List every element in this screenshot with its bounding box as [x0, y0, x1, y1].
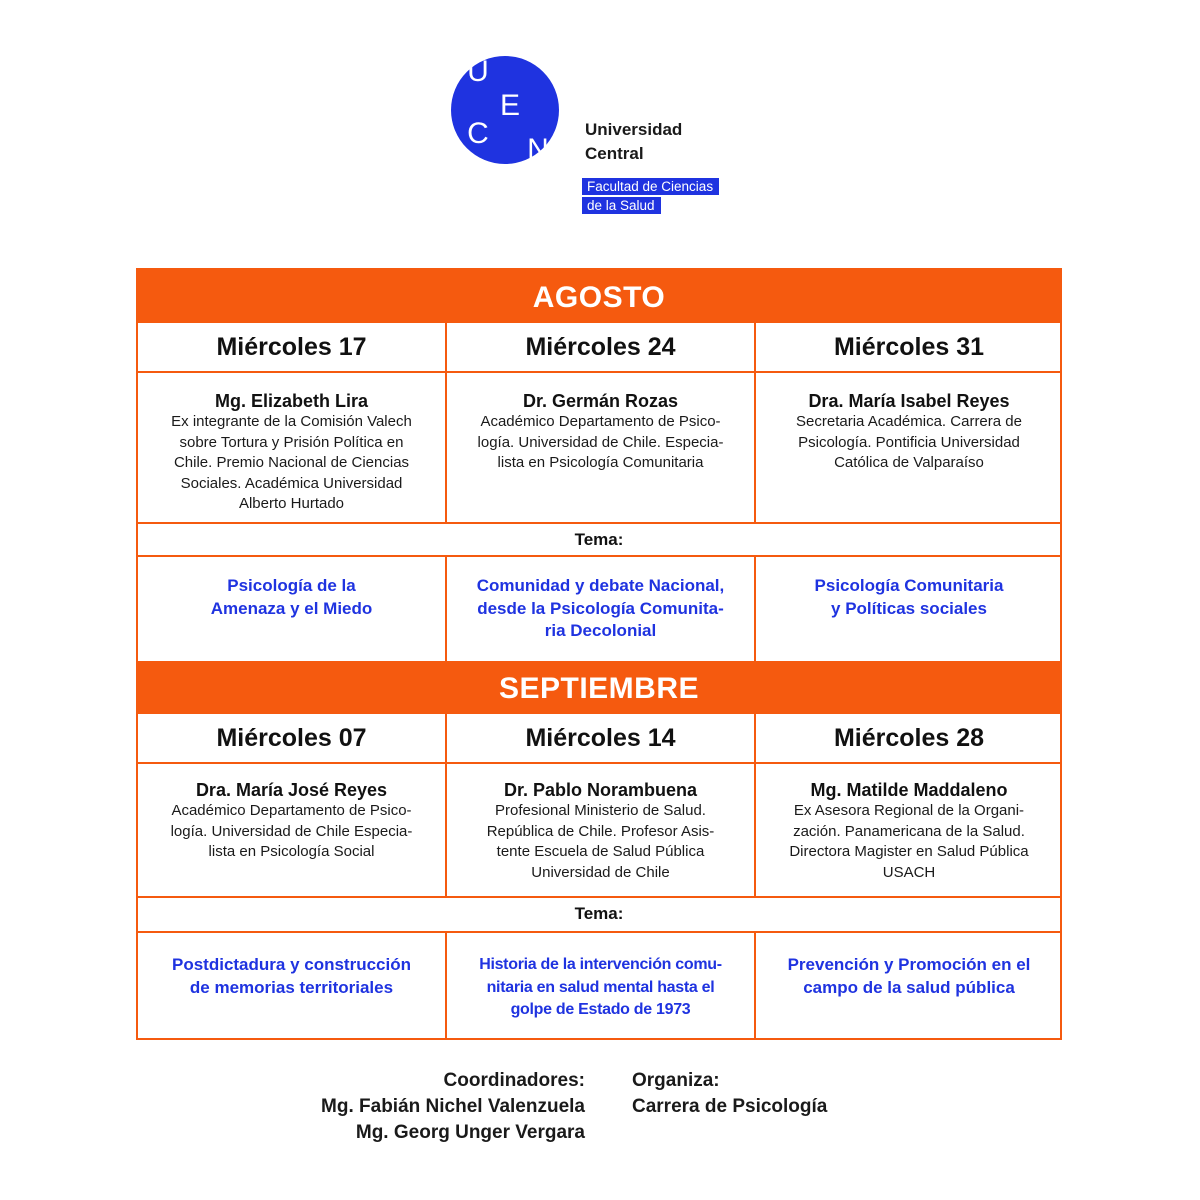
logo-letter-c: C [467, 117, 489, 150]
organizer-label: Organiza: [632, 1070, 720, 1091]
topic-line: Comunidad y debate Nacional, [476, 576, 725, 595]
desc-line: USACH [882, 863, 936, 881]
tema-label: Tema: [574, 904, 624, 923]
speaker-description [138, 801, 445, 863]
month-header-septiembre: SEPTIEMBRE [138, 661, 1060, 714]
divider [138, 896, 1060, 898]
speaker-cell [447, 779, 754, 883]
faculty-line1: Facultad de Ciencias [582, 178, 719, 195]
coordinators-block [321, 1068, 585, 1146]
desc-line: Ex Asesora Regional de la Organi- [793, 802, 1025, 819]
topic-line: desde la Psicología Comunita- [477, 598, 724, 618]
coordinator-name: Mg. Fabián Nichel Valenzuela [321, 1096, 585, 1117]
speaker-description [756, 801, 1062, 883]
session-topic [138, 575, 445, 620]
coordinators-label: Coordinadores: [443, 1070, 585, 1091]
topic-line: campo de la salud pública [803, 977, 1015, 997]
desc-line: tente Escuela de Salud Pública [496, 843, 705, 860]
desc-line: Sociales. Académica Universidad [180, 474, 403, 492]
logo-letter-e: E [499, 89, 521, 122]
divider [138, 762, 1060, 764]
session-day: Miércoles 07 [216, 723, 367, 752]
speaker-cell [756, 779, 1062, 883]
desc-line: Académico Departamento de Psico- [480, 413, 721, 430]
topic-line: Prevención y Promoción en el [787, 955, 1031, 974]
session-topic [447, 954, 754, 1022]
desc-line: zación. Panamericana de la Salud. [793, 822, 1025, 840]
session-day: Miércoles 24 [525, 332, 676, 361]
session-topic [138, 954, 445, 999]
speaker-name: Mg. Matilde Maddaleno [810, 780, 1008, 800]
topic-line: y Políticas sociales [831, 598, 987, 618]
speaker-name: Dra. María Isabel Reyes [808, 391, 1010, 411]
desc-line: Alberto Hurtado [238, 495, 345, 512]
desc-line: Ex integrante de la Comisión Valech [171, 413, 412, 430]
session-topic [756, 954, 1062, 999]
desc-line: Psicología. Pontificia Universidad [798, 433, 1020, 451]
desc-line: Profesional Ministerio de Salud. [495, 802, 706, 819]
divider [138, 931, 1060, 933]
university-name-line1: Universidad [585, 120, 683, 139]
month-header-agosto: AGOSTO [138, 270, 1060, 323]
topic-line: Psicología de la [227, 576, 356, 595]
topic-line: Amenaza y el Miedo [210, 598, 373, 618]
desc-line: República de Chile. Profesor Asis- [486, 822, 715, 840]
desc-line: sobre Tortura y Prisión Política en [179, 433, 404, 451]
topic-line: Psicología Comunitaria [814, 576, 1004, 595]
session-day: Miércoles 28 [833, 723, 985, 752]
faculty-line2: de la Salud [582, 197, 661, 214]
organizer-block [632, 1068, 827, 1120]
desc-line: lista en Psicología Social [208, 843, 375, 860]
faculty-label [582, 178, 719, 216]
desc-line: Directora Magister en Salud Pública [789, 843, 1029, 860]
topic-line: Postdictadura y construcción [172, 955, 411, 974]
university-name [585, 118, 682, 166]
divider [138, 522, 1060, 524]
desc-line: Secretaria Académica. Carrera de [796, 413, 1022, 430]
ucen-logo [450, 55, 560, 165]
session-day: Miércoles 14 [525, 723, 676, 752]
topic-line: ria Decolonial [544, 621, 657, 640]
speaker-name: Mg. Elizabeth Lira [214, 391, 369, 411]
topic-line: de memorias territoriales [189, 977, 394, 997]
coordinator-name: Mg. Georg Unger Vergara [355, 1122, 585, 1143]
speaker-cell [138, 779, 445, 863]
session-topic [447, 575, 754, 643]
speaker-description [447, 801, 754, 883]
university-name-line2: Central [585, 144, 644, 163]
desc-line: logía. Universidad de Chile. Especia- [477, 433, 724, 451]
speaker-description [756, 412, 1062, 474]
desc-line: logía. Universidad de Chile Especia- [170, 822, 413, 840]
logo-letter-u: U [467, 55, 489, 88]
desc-line: Académico Departamento de Psico- [171, 802, 412, 819]
speaker-description [447, 412, 754, 474]
topic-line: Historia de la intervención comu- [479, 956, 722, 973]
schedule-table [136, 268, 1062, 1040]
organizer-name: Carrera de Psicología [632, 1096, 828, 1117]
desc-line: Universidad de Chile [531, 863, 670, 881]
speaker-name: Dr. Pablo Norambuena [503, 780, 698, 800]
topic-line: golpe de Estado de 1973 [510, 1001, 691, 1018]
speaker-cell [447, 390, 754, 474]
desc-line: Católica de Valparaíso [834, 454, 984, 471]
speaker-description [138, 412, 445, 515]
desc-line: Chile. Premio Nacional de Ciencias [173, 454, 410, 471]
desc-line: lista en Psicología Comunitaria [497, 454, 704, 471]
session-topic [756, 575, 1062, 620]
logo-letter-n: N [527, 133, 549, 165]
speaker-name: Dra. María José Reyes [195, 780, 388, 800]
tema-label: Tema: [574, 530, 624, 549]
divider [138, 555, 1060, 557]
session-day: Miércoles 31 [833, 332, 985, 361]
speaker-cell [756, 390, 1062, 474]
speaker-cell [138, 390, 445, 515]
session-day: Miércoles 17 [216, 332, 367, 361]
speaker-name: Dr. Germán Rozas [522, 391, 679, 411]
divider [138, 371, 1060, 373]
topic-line: nitaria en salud mental hasta el [486, 978, 715, 996]
